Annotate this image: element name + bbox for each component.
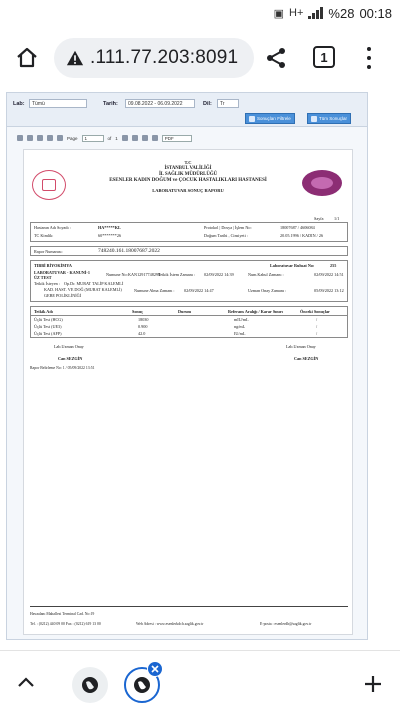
requester-poli: GEBE POLİKLİNİĞİ <box>44 293 82 298</box>
lab-select[interactable]: Tümü <box>29 99 87 108</box>
birth-label: Doğum Tarihi , Cinsiyeti : <box>204 233 248 238</box>
patient-tc: 60*******26 <box>98 233 122 238</box>
report-title: LABORATUVAR SONUÇ RAPORU <box>152 188 224 193</box>
sample-taken-time: 02/09/2022 14:47 <box>184 288 214 293</box>
footer-address: Havaalanı Mahallesi Terminal Cad. No:19 <box>30 612 95 616</box>
requester-clinic: KAD. HAST. VE DOĞ (MURAT KALEMLİ) <box>44 287 122 292</box>
language-select[interactable]: Tr <box>217 99 239 108</box>
report-no-label: Rapor Numarası: <box>34 249 63 254</box>
footer-divider <box>30 606 348 607</box>
battery-level: %28 <box>328 5 355 21</box>
protocol-label: Protokol | Dosya | İşlem No: <box>204 225 252 230</box>
right-signer-name: Can SEZGİN <box>294 356 319 361</box>
header-governorship: İSTANBUL VALİLİĞİ <box>164 166 212 171</box>
last-page-icon[interactable] <box>132 135 138 141</box>
filter-icon <box>249 116 255 122</box>
clock: 00:18 <box>359 5 392 21</box>
list-icon <box>311 116 317 122</box>
close-tab-button[interactable] <box>147 661 163 677</box>
dil-label: Dil: <box>203 101 212 107</box>
left-signer-title: Lab.Uzman Onay <box>54 344 84 349</box>
home-button[interactable] <box>10 41 44 75</box>
patient-tc-label: TC Kimlik: <box>34 233 54 238</box>
date-range-input[interactable]: 09.08.2022 - 06.09.2022 <box>125 99 195 108</box>
tab-preview-1[interactable] <box>72 667 108 703</box>
protocol-value: 18007687 / 4606084 <box>280 225 315 230</box>
tab-switcher-button[interactable]: 1 <box>313 46 335 68</box>
lab-name: LABORATUVAR - KANUNİ-1 <box>34 270 90 275</box>
prev-page-icon[interactable] <box>57 135 63 141</box>
right-signer-title: Lab.Uzman Onay <box>286 344 316 349</box>
requester-label: Tetkik İsteyen : <box>34 281 60 286</box>
request-time: 02/09/2022 14:39 <box>204 272 234 277</box>
not-secure-warning-icon <box>66 49 84 67</box>
export-format-select[interactable]: PDF <box>162 135 192 142</box>
total-pages: 1 <box>115 135 118 141</box>
header-hospital: ESENLER KADIN DOĞUM ve ÇOCUK HASTALIKLARI HASTANESİ <box>109 178 267 183</box>
col-result: Sonuç <box>132 309 143 314</box>
status-bar <box>0 0 400 26</box>
patient-name-label: Hastanın Adı Soyadı : <box>34 225 71 230</box>
home-icon <box>15 46 39 70</box>
request-time-label: Tetkik İstem Zamanı : <box>158 272 196 277</box>
zoom-icon[interactable] <box>142 135 148 141</box>
patient-name: HA*****KL <box>98 225 121 230</box>
address-bar[interactable] <box>54 38 254 78</box>
globe-icon <box>80 675 100 695</box>
of-label: of <box>107 135 112 141</box>
plus-icon[interactable] <box>362 673 384 695</box>
share-icon[interactable] <box>264 46 288 70</box>
lab-report-document: T.C İSTANBUL VALİLİĞİ İL SAĞLIK MÜDÜRLÜĞÜ ESENLER KADIN DOĞUM ve ÇOCUK HASTALIKLARI HASTANESİ LABORATUVAR SONUÇ RAPORU Sayfa 1/1 Hastanın Adı Soyadı : HA*****KL TC Kimlik: 60*******26 Protokol | Dosya | İşlem No: 18007687 / 4606084 Doğum Tarihi , Cinsiyeti : 20.05.1996 / KADIN / 26 Rapor Numarası: 748240.161.18007687.2022 TIBBİ BİYOKİMYA Laboratuvar Ruhsat No: 255 LABORATUVAR - KANUNİ-1 ÜZ TEST Numune No: KAN12917748298 Tetkik İstem Zamanı : 02/09/2022 14:39 Num.Kabul Zamanı : 02/09/2022 14:51 Tetkik İsteyen : Op.Dr. MURAT TALİP KALEMLİ KAD. HAST. VE DOĞ (MURAT KALEMLİ) GEBE POLİKLİNİĞİ Numune Alma Zamanı : 02/09/2022 14:47 Uzman Onay Zamanı : 05/09/2022 13:12 Tetkik Adı Sonuç Durum Referans Aralığı / Karar Sınırı Önceki Sonuçlar Üçlü Test (HCG) 18030 mIU/mL / Üçlü Test (UE3) 0.900 ng/mL / Üçlü Test (AFP) 42.0 IU/mL / Lab.Uzman Onay Can SEZGİN Lab.Uzman Onay Can SEZGİN Rapor Belirleme No: 1 / 05/09/2022 13:51 Havaalanı Mahallesi Terminal Cad. No:19 Tel. : (0212) 440 09 00 Fax : (0212) 619 13 00 Web Adresi : www.esenlerkdch.saglik.gov.tr E-posta : esenlerdh@saglik.gov.tr <box>23 149 353 635</box>
close-icon <box>151 665 159 673</box>
page-indicator-value: 1/1 <box>334 216 340 221</box>
sim-icon: ▣ <box>273 7 285 20</box>
approval-label: Uzman Onay Zamanı : <box>248 288 287 293</box>
report-no: 748240.161.18007687.2022 <box>98 248 160 254</box>
requester-name: Op.Dr. MURAT TALİP KALEMLİ <box>64 281 124 286</box>
sample-no: KAN12917748298 <box>128 272 161 277</box>
footer-tel: Tel. : (0212) 440 09 00 Fax : (0212) 619 13 00 <box>30 622 101 626</box>
results-panel <box>6 92 368 640</box>
lab-license-label: Laboratuvar Ruhsat No: <box>270 263 315 268</box>
first-page-icon[interactable] <box>47 135 53 141</box>
globe-icon <box>132 675 152 695</box>
print-note: Rapor Belirleme No: 1 / 05/09/2022 13:51 <box>30 366 95 370</box>
sample-no-label: Numune No: <box>106 272 128 277</box>
filter-bar <box>7 93 367 127</box>
report-no-box <box>30 246 348 256</box>
birth-value: 20.05.1996 / KADIN / 26 <box>280 233 324 238</box>
all-results-button[interactable]: Tüm Sonuçlar <box>307 113 351 124</box>
export-icon[interactable] <box>152 135 158 141</box>
sample-taken-label: Numune Alma Zamanı : <box>134 288 175 293</box>
left-signer-name: Can SEZGİN <box>58 356 83 361</box>
col-reference: Referans Aralığı / Karar Sınırı <box>228 309 283 314</box>
page-indicator-label: Sayfa <box>314 216 324 221</box>
table-header-divider <box>30 315 348 316</box>
next-page-icon[interactable] <box>122 135 128 141</box>
approval-time: 05/09/2022 13:12 <box>314 288 344 293</box>
lab-label: Lab: <box>13 101 25 107</box>
filter-results-button[interactable]: Sonuçları Filtrele <box>245 113 295 124</box>
page-input[interactable]: 1 <box>82 135 104 142</box>
col-previous: Önceki Sonuçlar <box>300 309 330 314</box>
lab-license-value: 255 <box>330 263 337 268</box>
bottom-tab-bar <box>0 650 400 711</box>
date-label: Tarih: <box>103 101 118 107</box>
web-content <box>0 88 400 648</box>
back-icon[interactable] <box>17 135 23 141</box>
department-name: TIBBİ BİYOKİMYA <box>34 263 72 268</box>
report-viewer-toolbar <box>17 133 359 143</box>
accept-time: 02/09/2022 14:51 <box>314 272 344 277</box>
footer-web: Web Adresi : www.esenlerkdch.saglik.gov.tr <box>136 622 204 626</box>
url-text: .111.77.203:8091 <box>90 47 239 68</box>
browser-toolbar <box>0 30 400 86</box>
lab-name-sub: ÜZ TEST <box>34 275 52 280</box>
save-icon[interactable] <box>37 135 43 141</box>
overflow-menu-icon[interactable] <box>364 44 374 72</box>
print-icon[interactable] <box>27 135 33 141</box>
col-test-name: Tetkik Adı <box>34 309 53 314</box>
footer-mail: E-posta : esenlerdh@saglik.gov.tr <box>260 622 312 626</box>
signal-icon <box>308 7 323 19</box>
accept-time-label: Num.Kabul Zamanı : <box>248 272 284 277</box>
header-tc: T.C <box>184 160 192 165</box>
network-type: H+ <box>289 7 304 19</box>
header-directorate: İL SAĞLIK MÜDÜRLÜĞÜ <box>158 172 218 177</box>
chevron-up-icon[interactable] <box>16 673 36 693</box>
col-status: Durum <box>178 309 192 314</box>
page-label: Page <box>67 135 78 141</box>
